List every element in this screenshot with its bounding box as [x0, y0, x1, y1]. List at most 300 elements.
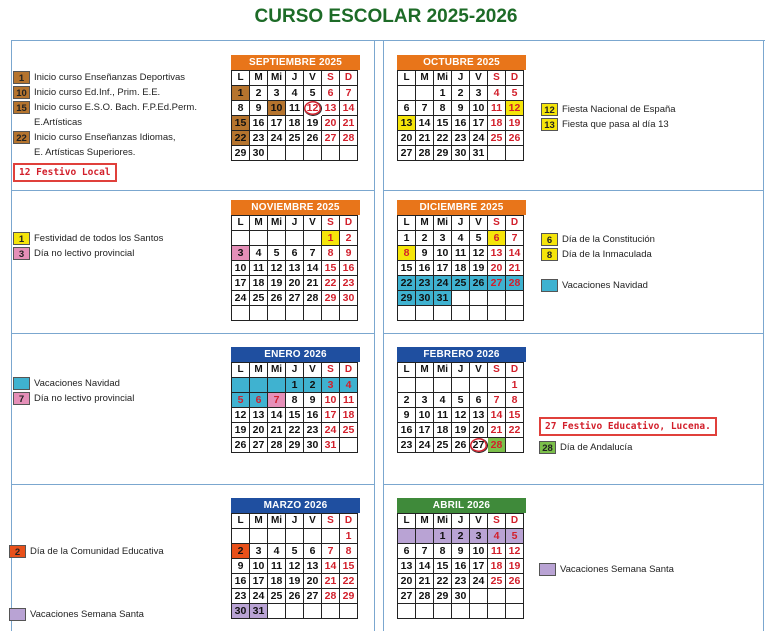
- day-cell: 16: [232, 574, 250, 589]
- day-cell: 1: [286, 378, 304, 393]
- day-cell: 14: [506, 246, 524, 261]
- weekday-header: V: [304, 216, 322, 231]
- weekday-header: Mi: [268, 363, 286, 378]
- day-cell: 10: [322, 393, 340, 408]
- empty-cell: [488, 306, 506, 321]
- weekday-header: S: [322, 216, 340, 231]
- day-cell: 10: [250, 559, 268, 574]
- empty-cell: [470, 378, 488, 393]
- day-cell: 5: [268, 246, 286, 261]
- day-cell: 25: [488, 131, 506, 146]
- weekday-header: S: [322, 363, 340, 378]
- day-cell: 11: [268, 559, 286, 574]
- empty-cell: [470, 306, 488, 321]
- day-grid: [231, 215, 358, 321]
- empty-cell: [416, 604, 434, 619]
- day-cell: 30: [250, 146, 268, 161]
- weekday-header: J: [286, 363, 304, 378]
- day-cell: 2: [452, 86, 470, 101]
- month-title: DICIEMBRE 2025: [397, 200, 526, 215]
- day-cell: 10: [470, 101, 488, 116]
- legend-text: Vacaciones Semana Santa: [560, 564, 674, 575]
- empty-cell: [398, 529, 416, 544]
- day-cell: 22: [322, 276, 340, 291]
- weekday-header: M: [250, 71, 268, 86]
- empty-cell: [304, 231, 322, 246]
- weekday-header: V: [304, 514, 322, 529]
- empty-cell: [452, 378, 470, 393]
- legend-text: Fiesta que pasa al día 13: [562, 119, 669, 130]
- day-cell: 10: [416, 408, 434, 423]
- day-cell: 10: [268, 101, 286, 116]
- day-cell: 6: [286, 246, 304, 261]
- day-cell: 2: [340, 231, 358, 246]
- festivo-educativo-note: 27 Festivo Educativo, Lucena.: [539, 417, 717, 436]
- day-cell: 21: [488, 423, 506, 438]
- legend-october: [541, 102, 676, 132]
- weekday-header: M: [250, 514, 268, 529]
- calendar-october: [397, 55, 526, 161]
- day-cell: 20: [304, 574, 322, 589]
- weekday-header: L: [398, 71, 416, 86]
- day-cell: 2: [452, 529, 470, 544]
- legend-text: Inicio curso Enseñanzas Deportivas: [34, 72, 186, 83]
- day-cell: 8: [434, 544, 452, 559]
- day-cell: 2: [250, 86, 268, 101]
- day-cell: 7: [488, 393, 506, 408]
- day-cell: 2: [398, 393, 416, 408]
- day-cell: 28: [268, 438, 286, 453]
- day-cell: 3: [322, 378, 340, 393]
- weekday-header: D: [340, 514, 358, 529]
- empty-cell: [268, 529, 286, 544]
- day-cell: 9: [416, 246, 434, 261]
- weekday-header: S: [322, 514, 340, 529]
- day-cell: 28: [416, 146, 434, 161]
- day-cell: 29: [340, 589, 358, 604]
- day-cell: 13: [250, 408, 268, 423]
- row-separator: [11, 333, 374, 334]
- color-swatch: 7: [13, 392, 30, 405]
- day-cell: 13: [322, 101, 340, 116]
- weekday-header: J: [286, 216, 304, 231]
- empty-cell: [434, 378, 452, 393]
- day-cell: 21: [268, 423, 286, 438]
- day-cell: 15: [398, 261, 416, 276]
- day-cell: 11: [250, 261, 268, 276]
- row-separator: [11, 190, 374, 191]
- day-cell: 24: [268, 131, 286, 146]
- weekday-header: D: [506, 514, 524, 529]
- color-swatch: 1: [13, 71, 30, 84]
- color-swatch: 13: [541, 118, 558, 131]
- day-cell: 3: [232, 246, 250, 261]
- day-cell: 31: [250, 604, 268, 619]
- day-grid: [397, 513, 524, 619]
- calendar-february: [397, 347, 526, 453]
- legend-text: Vacaciones Semana Santa: [30, 609, 144, 620]
- day-cell: 18: [488, 116, 506, 131]
- day-cell: 20: [398, 131, 416, 146]
- day-cell: 21: [416, 131, 434, 146]
- day-cell: 19: [304, 116, 322, 131]
- day-cell: 29: [398, 291, 416, 306]
- day-cell: 3: [416, 393, 434, 408]
- day-cell: 4: [268, 544, 286, 559]
- weekday-header: V: [470, 363, 488, 378]
- row-separator: [11, 484, 374, 485]
- color-swatch: 12: [541, 103, 558, 116]
- legend-march: [9, 544, 164, 559]
- day-cell: 24: [232, 291, 250, 306]
- legend-item: [13, 130, 197, 145]
- day-cell: 30: [232, 604, 250, 619]
- day-cell: 14: [322, 559, 340, 574]
- empty-cell: [398, 604, 416, 619]
- empty-cell: [268, 378, 286, 393]
- day-cell: 4: [488, 529, 506, 544]
- day-cell: 28: [488, 438, 506, 453]
- weekday-header: M: [250, 216, 268, 231]
- calendar-september: [231, 55, 360, 161]
- weekday-header: Mi: [434, 514, 452, 529]
- day-cell: 9: [398, 408, 416, 423]
- month-title: ABRIL 2026: [397, 498, 526, 513]
- day-cell: 3: [268, 86, 286, 101]
- empty-cell: [232, 231, 250, 246]
- festivo-local-note: 12 Festivo Local: [13, 163, 117, 182]
- weekday-header: J: [286, 71, 304, 86]
- day-cell: 27: [286, 291, 304, 306]
- day-cell: 3: [434, 231, 452, 246]
- day-cell: 26: [506, 574, 524, 589]
- empty-cell: [470, 589, 488, 604]
- day-cell: 6: [470, 393, 488, 408]
- day-cell: 29: [232, 146, 250, 161]
- day-cell: 1: [322, 231, 340, 246]
- day-cell: 29: [434, 146, 452, 161]
- day-cell: 1: [232, 86, 250, 101]
- legend-item: [13, 391, 134, 406]
- day-cell: 16: [416, 261, 434, 276]
- row-separator: [384, 190, 763, 191]
- day-cell: 10: [434, 246, 452, 261]
- legend-item: [539, 440, 632, 455]
- legend-september: [13, 70, 197, 160]
- day-cell: 29: [286, 438, 304, 453]
- day-cell: 22: [340, 574, 358, 589]
- day-cell: 16: [340, 261, 358, 276]
- day-cell: 19: [506, 559, 524, 574]
- weekday-header: Mi: [268, 514, 286, 529]
- weekday-header: S: [488, 71, 506, 86]
- day-cell: 19: [268, 276, 286, 291]
- color-swatch: 2: [9, 545, 26, 558]
- day-grid: [231, 513, 358, 619]
- month-title: FEBRERO 2026: [397, 347, 526, 362]
- day-cell: 23: [452, 131, 470, 146]
- day-cell: 11: [340, 393, 358, 408]
- day-cell: 23: [452, 574, 470, 589]
- day-cell: 4: [488, 86, 506, 101]
- day-cell: 18: [452, 261, 470, 276]
- day-cell: 8: [434, 101, 452, 116]
- day-cell: 18: [488, 559, 506, 574]
- empty-cell: [488, 589, 506, 604]
- day-cell: 21: [304, 276, 322, 291]
- day-cell: 15: [232, 116, 250, 131]
- day-cell: 9: [232, 559, 250, 574]
- weekday-header: V: [304, 363, 322, 378]
- day-cell: 16: [304, 408, 322, 423]
- legend-november: [13, 231, 163, 261]
- day-cell: 27: [488, 276, 506, 291]
- day-cell: 20: [398, 574, 416, 589]
- day-cell: 24: [470, 574, 488, 589]
- empty-cell: [506, 306, 524, 321]
- empty-cell: [304, 604, 322, 619]
- page-title: CURSO ESCOLAR 2025-2026: [254, 6, 518, 27]
- empty-cell: [416, 529, 434, 544]
- weekday-header: L: [232, 363, 250, 378]
- legend-text: Día no lectivo provincial: [34, 393, 135, 404]
- day-cell: 26: [506, 131, 524, 146]
- legend-text: Día de la Comunidad Educativa: [30, 546, 164, 557]
- day-cell: 5: [232, 393, 250, 408]
- day-cell: 1: [506, 378, 524, 393]
- empty-cell: [286, 306, 304, 321]
- empty-cell: [506, 291, 524, 306]
- day-cell: 14: [304, 261, 322, 276]
- day-cell: 22: [286, 423, 304, 438]
- day-cell: 3: [470, 86, 488, 101]
- legend-item: [13, 70, 197, 85]
- day-grid: [231, 362, 358, 453]
- day-cell: 5: [286, 544, 304, 559]
- weekday-header: J: [452, 216, 470, 231]
- day-cell: 14: [268, 408, 286, 423]
- weekday-header: M: [416, 216, 434, 231]
- weekday-header: V: [470, 514, 488, 529]
- day-cell: 10: [470, 544, 488, 559]
- day-cell: 25: [250, 291, 268, 306]
- day-cell: 18: [268, 574, 286, 589]
- day-grid: [397, 70, 524, 161]
- empty-cell: [250, 306, 268, 321]
- day-cell: 6: [488, 231, 506, 246]
- day-cell: 27: [322, 131, 340, 146]
- day-cell: 24: [434, 276, 452, 291]
- empty-cell: [340, 604, 358, 619]
- legend-text: Vacaciones Navidad: [562, 280, 648, 291]
- color-swatch: 10: [13, 86, 30, 99]
- day-cell: 12: [506, 101, 524, 116]
- day-cell: 15: [340, 559, 358, 574]
- empty-cell: [268, 306, 286, 321]
- day-cell: 31: [470, 146, 488, 161]
- legend-item: [539, 562, 674, 577]
- calendar-december: [397, 200, 526, 321]
- weekday-header: D: [340, 71, 358, 86]
- empty-cell: [416, 378, 434, 393]
- weekday-header: L: [232, 71, 250, 86]
- weekday-header: S: [488, 216, 506, 231]
- day-cell: 12: [452, 408, 470, 423]
- empty-cell: [506, 438, 524, 453]
- weekday-header: S: [488, 514, 506, 529]
- day-cell: 25: [488, 574, 506, 589]
- day-cell: 5: [304, 86, 322, 101]
- weekday-header: D: [506, 363, 524, 378]
- day-cell: 15: [434, 116, 452, 131]
- day-cell: 7: [322, 544, 340, 559]
- color-swatch: 8: [541, 248, 558, 261]
- empty-cell: [506, 604, 524, 619]
- legend-item: [541, 232, 655, 247]
- day-cell: 16: [452, 559, 470, 574]
- empty-cell: [488, 604, 506, 619]
- legend-text: Inicio curso E.S.O. Bach. F.P.Ed.Perm.: [34, 102, 197, 113]
- weekday-header: D: [340, 216, 358, 231]
- color-swatch: [13, 377, 30, 390]
- day-cell: 12: [304, 101, 322, 116]
- day-cell: 6: [304, 544, 322, 559]
- day-cell: 18: [434, 423, 452, 438]
- color-swatch: 22: [13, 131, 30, 144]
- day-cell: 17: [232, 276, 250, 291]
- month-title: NOVIEMBRE 2025: [231, 200, 360, 215]
- legend-february: [539, 440, 632, 455]
- empty-cell: [286, 231, 304, 246]
- legend-item: [13, 246, 163, 261]
- empty-cell: [304, 306, 322, 321]
- legend-subtext: E.Artísticas: [34, 117, 83, 128]
- empty-cell: [452, 306, 470, 321]
- empty-cell: [416, 86, 434, 101]
- empty-cell: [232, 306, 250, 321]
- empty-cell: [470, 291, 488, 306]
- day-cell: 8: [340, 544, 358, 559]
- day-cell: 9: [340, 246, 358, 261]
- day-cell: 30: [452, 146, 470, 161]
- legend-subtext: E. Artísticas Superiores.: [34, 147, 136, 158]
- day-cell: 29: [434, 589, 452, 604]
- day-cell: 17: [470, 559, 488, 574]
- day-cell: 13: [470, 408, 488, 423]
- month-title: ENERO 2026: [231, 347, 360, 362]
- day-cell: 21: [506, 261, 524, 276]
- day-cell: 23: [340, 276, 358, 291]
- weekday-header: M: [416, 71, 434, 86]
- empty-cell: [286, 604, 304, 619]
- day-cell: 4: [434, 393, 452, 408]
- day-cell: 1: [398, 231, 416, 246]
- day-cell: 3: [250, 544, 268, 559]
- weekday-header: J: [286, 514, 304, 529]
- day-cell: 23: [416, 276, 434, 291]
- empty-cell: [304, 529, 322, 544]
- day-cell: 27: [304, 589, 322, 604]
- empty-cell: [452, 291, 470, 306]
- empty-cell: [470, 604, 488, 619]
- day-cell: 28: [506, 276, 524, 291]
- day-cell: 4: [340, 378, 358, 393]
- frame-right-line: [763, 40, 764, 631]
- day-cell: 14: [416, 559, 434, 574]
- legend-text: Día de Andalucía: [560, 442, 633, 453]
- day-cell: 12: [286, 559, 304, 574]
- day-cell: 26: [286, 589, 304, 604]
- day-cell: 27: [250, 438, 268, 453]
- day-cell: 3: [470, 529, 488, 544]
- empty-cell: [488, 291, 506, 306]
- day-cell: 15: [506, 408, 524, 423]
- day-cell: 19: [286, 574, 304, 589]
- day-cell: 23: [398, 438, 416, 453]
- weekday-header: Mi: [434, 71, 452, 86]
- day-cell: 11: [434, 408, 452, 423]
- empty-cell: [398, 86, 416, 101]
- day-cell: 20: [286, 276, 304, 291]
- day-cell: 21: [416, 574, 434, 589]
- day-cell: 7: [416, 101, 434, 116]
- weekday-header: V: [470, 71, 488, 86]
- empty-cell: [340, 146, 358, 161]
- day-cell: 1: [434, 86, 452, 101]
- day-grid: [397, 362, 524, 453]
- day-cell: 17: [268, 116, 286, 131]
- row-separator: [384, 333, 763, 334]
- day-cell: 22: [506, 423, 524, 438]
- day-cell: 8: [506, 393, 524, 408]
- day-cell: 25: [268, 589, 286, 604]
- day-cell: 15: [322, 261, 340, 276]
- weekday-header: Mi: [434, 216, 452, 231]
- empty-cell: [416, 306, 434, 321]
- color-swatch: [541, 279, 558, 292]
- legend-text: Día no lectivo provincial: [34, 248, 135, 259]
- day-cell: 22: [434, 574, 452, 589]
- empty-cell: [232, 529, 250, 544]
- day-cell: 14: [488, 408, 506, 423]
- empty-cell: [398, 378, 416, 393]
- weekday-header: L: [398, 514, 416, 529]
- day-cell: 26: [268, 291, 286, 306]
- weekday-header: J: [452, 514, 470, 529]
- day-cell: 7: [506, 231, 524, 246]
- day-cell: 1: [340, 529, 358, 544]
- day-cell: 21: [322, 574, 340, 589]
- color-swatch: 15: [13, 101, 30, 114]
- empty-cell: [286, 529, 304, 544]
- day-cell: 1: [434, 529, 452, 544]
- day-cell: 9: [250, 101, 268, 116]
- day-cell: 20: [322, 116, 340, 131]
- color-swatch: 1: [13, 232, 30, 245]
- empty-cell: [322, 146, 340, 161]
- legend-january: [13, 376, 134, 406]
- day-cell: 25: [286, 131, 304, 146]
- legend-text: Festividad de todos los Santos: [34, 233, 164, 244]
- legend-april: [539, 562, 674, 577]
- day-cell: 28: [340, 131, 358, 146]
- day-cell: 30: [452, 589, 470, 604]
- day-cell: 27: [398, 146, 416, 161]
- day-cell: 24: [322, 423, 340, 438]
- day-cell: 7: [416, 544, 434, 559]
- empty-cell: [322, 306, 340, 321]
- day-cell: 9: [452, 544, 470, 559]
